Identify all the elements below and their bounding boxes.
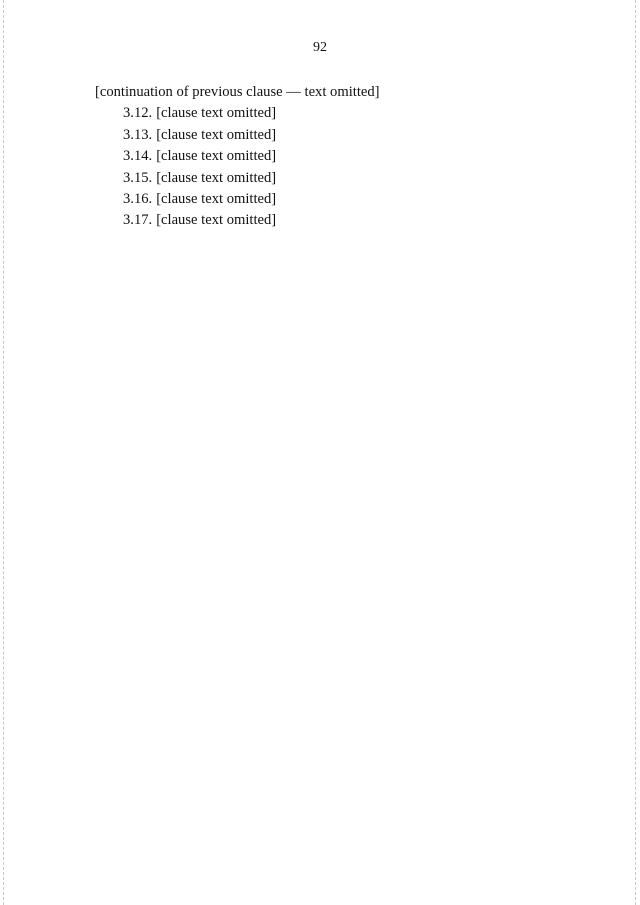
document-body <box>95 84 565 234</box>
paragraph-text: [clause text omitted] <box>156 191 277 208</box>
paragraph-text: [clause text omitted] <box>156 169 277 186</box>
paragraph-3-14 <box>95 148 565 165</box>
paragraph-continuation <box>95 84 565 101</box>
paragraph-number: 3.14. <box>123 148 153 165</box>
paragraph-number: 3.16. <box>123 191 153 208</box>
paragraph-3-16 <box>95 191 565 208</box>
paragraph-3-17 <box>95 212 565 229</box>
paragraph-text: [clause text omitted] <box>156 212 277 229</box>
paragraph-number: 3.13. <box>123 126 153 143</box>
paragraph-number: 3.17. <box>123 212 153 229</box>
paragraph-number: 3.15. <box>123 169 153 186</box>
paragraph-text: [clause text omitted] <box>156 105 277 122</box>
paragraph-text: [clause text omitted] <box>156 126 277 143</box>
paragraph-number: 3.12. <box>123 105 153 122</box>
page-number: 92 <box>313 40 327 55</box>
paragraph-text: [clause text omitted] <box>156 148 277 165</box>
paragraph-3-13 <box>95 127 565 144</box>
paragraph-text: [continuation of previous clause — text omitted] <box>95 84 380 100</box>
scan-edge-right <box>635 0 637 905</box>
paragraph-3-15 <box>95 170 565 187</box>
scan-edge-left <box>3 0 5 905</box>
paragraph-3-12 <box>95 105 565 122</box>
